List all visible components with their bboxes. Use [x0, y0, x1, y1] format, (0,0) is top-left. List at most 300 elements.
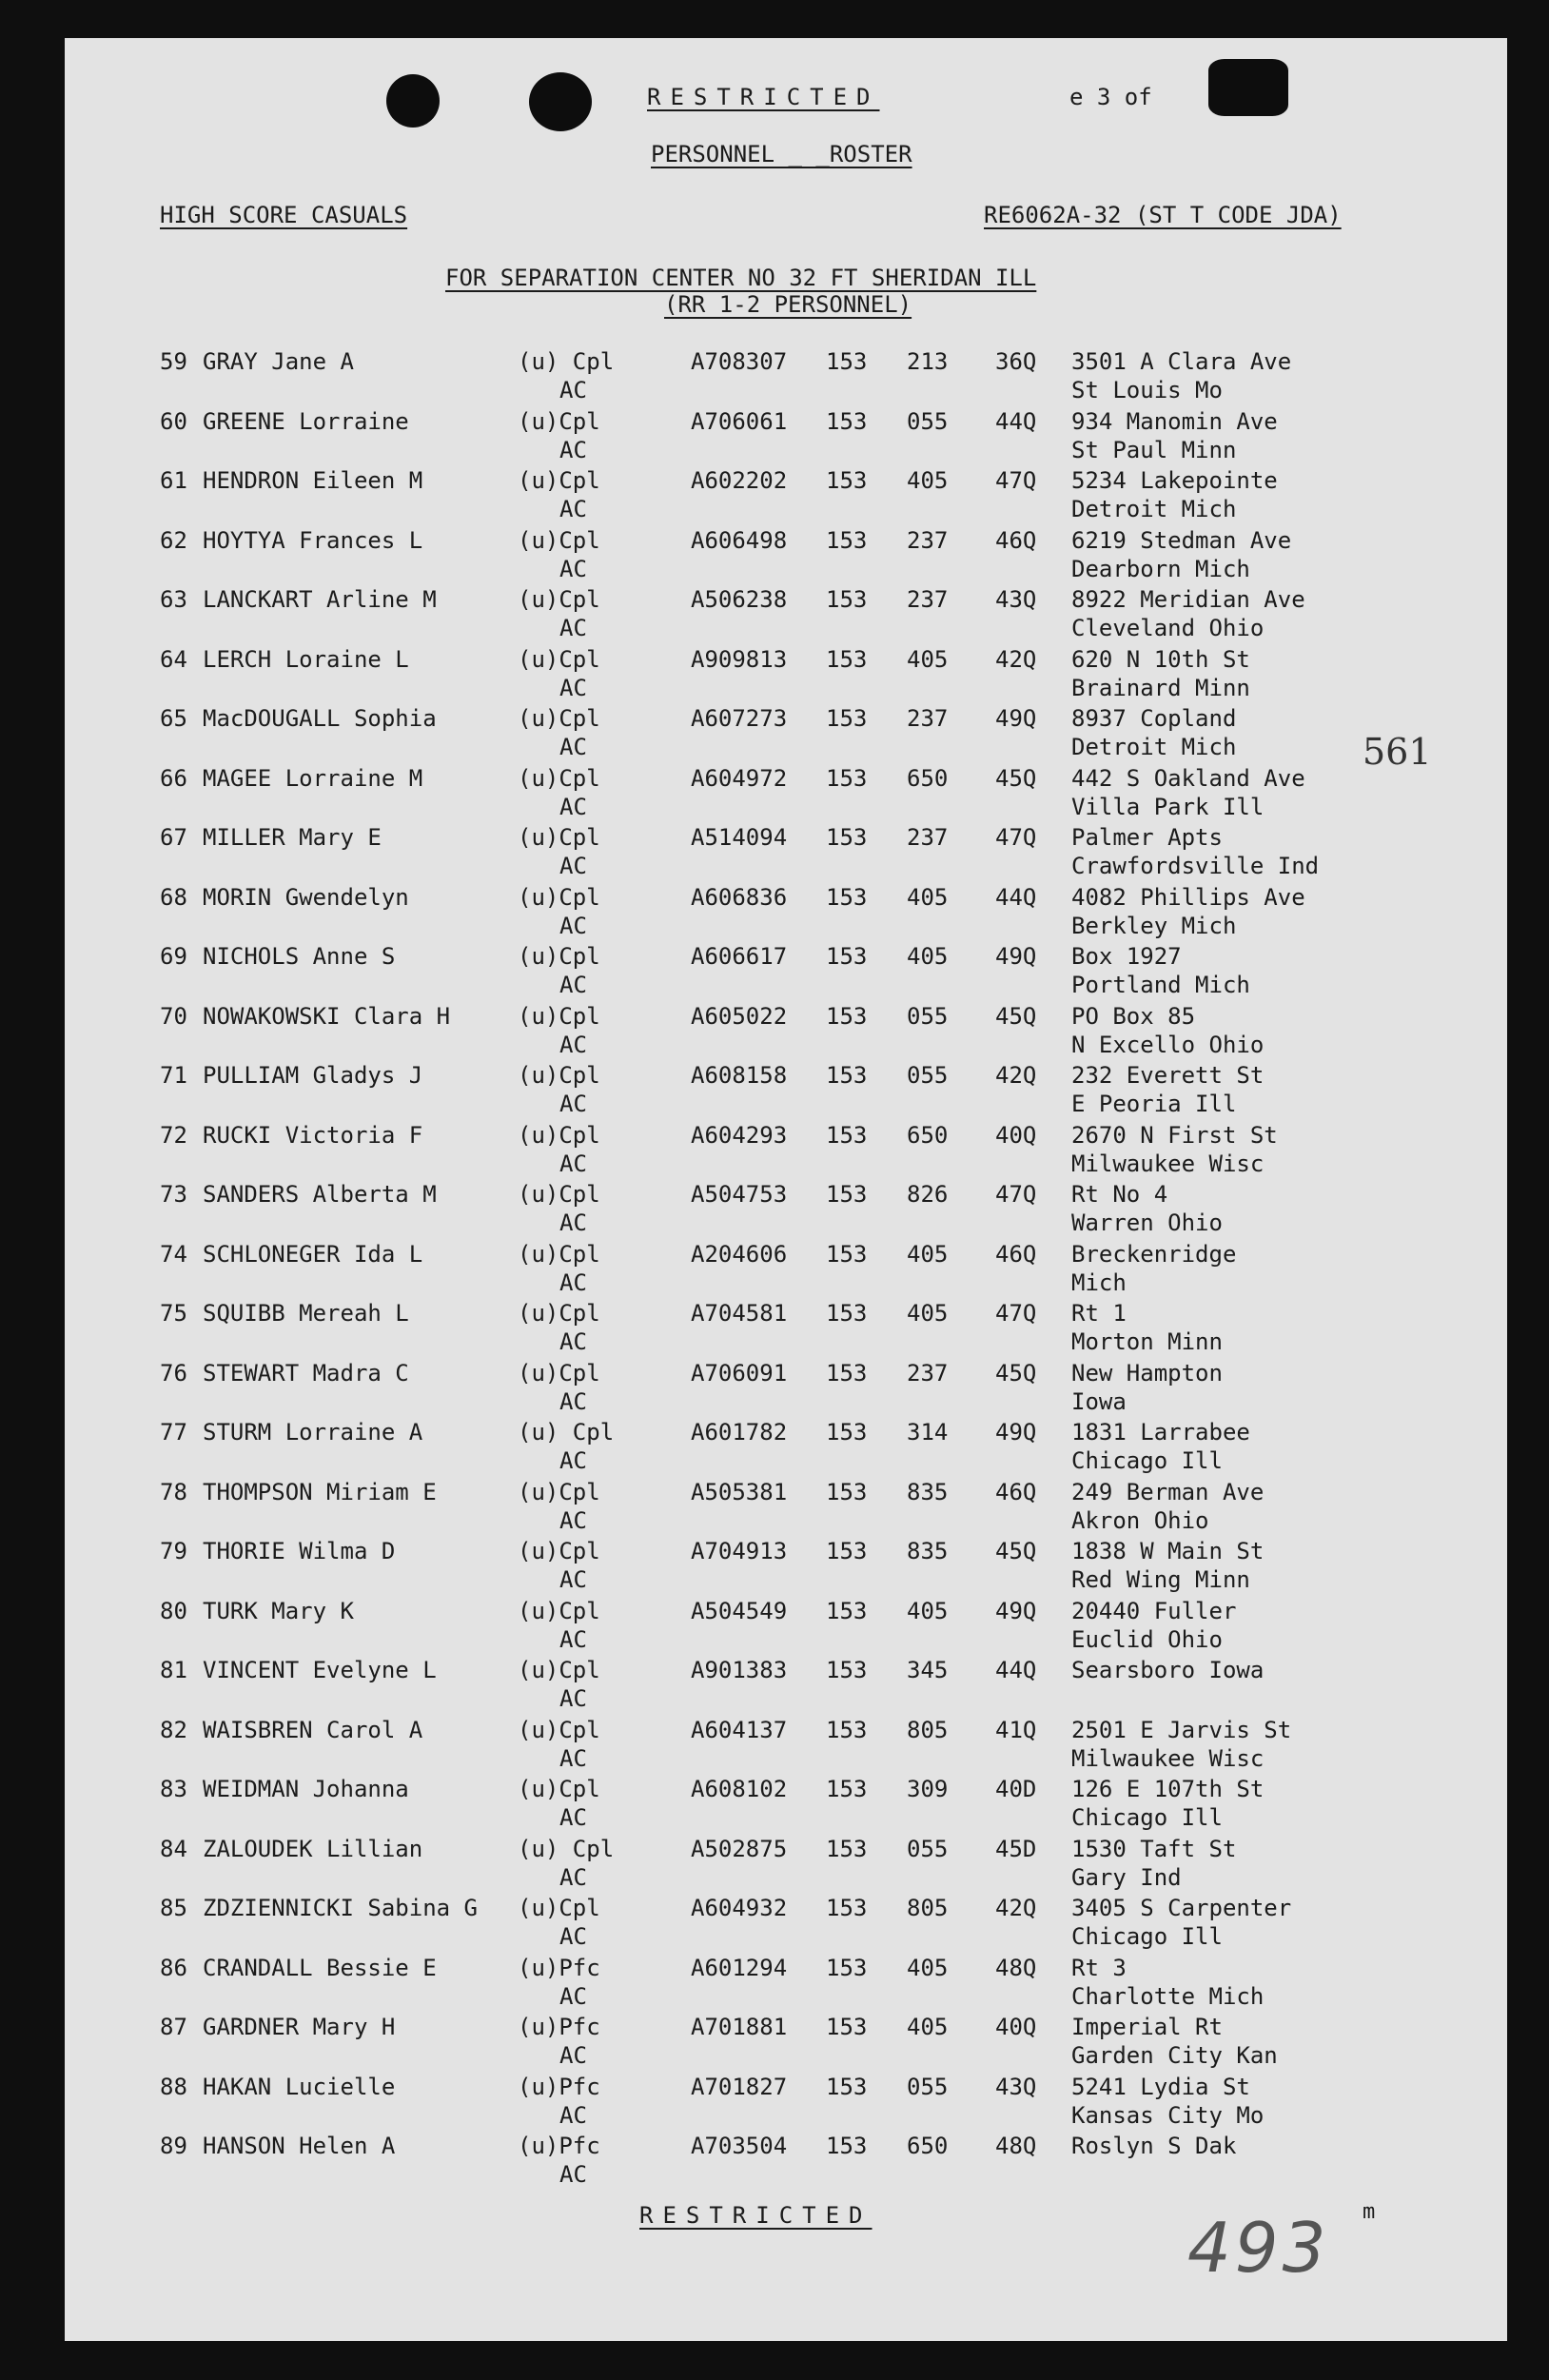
code-b: 213 — [907, 348, 949, 375]
row-number: 70 — [160, 1002, 187, 1030]
score: 45D — [995, 1835, 1037, 1862]
grade: (u)Cpl — [518, 645, 600, 673]
code-b: 405 — [907, 883, 949, 911]
table-row — [65, 1955, 1507, 2014]
address-line-2: Portland Mich — [1071, 972, 1250, 998]
address-line-2: Crawfordsville Ind — [1071, 853, 1320, 879]
serial-number: A706061 — [691, 407, 788, 435]
name: WEIDMAN Johanna — [203, 1776, 409, 1802]
score: 47Q — [995, 1181, 1037, 1208]
score: 46Q — [995, 1240, 1037, 1268]
grade: (u)Cpl — [518, 1121, 600, 1149]
code-b: 835 — [907, 1478, 949, 1505]
name: MacDOUGALL Sophia — [203, 705, 437, 732]
code-a: 153 — [826, 645, 868, 673]
name: SQUIBB Mereah L — [203, 1300, 409, 1327]
address-line-1: Roslyn S Dak — [1071, 2133, 1237, 2159]
grade: (u)Cpl — [518, 764, 600, 792]
code-b: 237 — [907, 1359, 949, 1387]
address-line-1: Searsboro Iowa — [1071, 1657, 1265, 1683]
score: 46Q — [995, 526, 1037, 554]
branch: AC — [559, 1804, 587, 1831]
score: 45Q — [995, 1538, 1037, 1564]
score: 45Q — [995, 764, 1037, 792]
branch: AC — [559, 734, 587, 760]
row-number: 65 — [160, 705, 187, 732]
grade: (u)Cpl — [518, 883, 600, 911]
branch: AC — [559, 1091, 587, 1117]
name: MORIN Gwendelyn — [203, 883, 409, 911]
grade: (u)Cpl — [518, 1300, 600, 1327]
table-row — [65, 1836, 1507, 1895]
row-number: 69 — [160, 943, 187, 970]
code-b: 055 — [907, 1835, 949, 1862]
row-number: 78 — [160, 1478, 187, 1505]
table-row — [65, 824, 1507, 883]
code-a: 153 — [826, 407, 868, 435]
address-line-1: 249 Berman Ave — [1071, 1478, 1265, 1505]
grade: (u)Pfc — [518, 2014, 600, 2040]
serial-number: A604932 — [691, 1895, 788, 1921]
branch: AC — [559, 1744, 587, 1772]
serial-number: A604972 — [691, 764, 788, 792]
address-line-2: Detroit Mich — [1071, 496, 1237, 522]
serial-number: A901383 — [691, 1657, 788, 1683]
serial-number: A505381 — [691, 1478, 788, 1505]
table-row — [65, 1776, 1507, 1835]
table-row — [65, 1598, 1507, 1657]
personnel-category: (RR 1-2 PERSONNEL) — [664, 291, 912, 318]
table-row — [65, 1895, 1507, 1954]
row-number: 84 — [160, 1835, 187, 1862]
row-number: 86 — [160, 1954, 187, 1981]
address-line-2: Berkley Mich — [1071, 912, 1237, 939]
code-a: 153 — [826, 943, 868, 970]
branch: AC — [559, 1566, 587, 1593]
serial-number: A606498 — [691, 526, 788, 554]
code-a: 153 — [826, 1419, 868, 1446]
score: 40D — [995, 1776, 1037, 1802]
code-b: 405 — [907, 1597, 949, 1624]
table-row — [65, 1241, 1507, 1300]
grade: (u) Cpl — [518, 1835, 615, 1862]
code-b: 805 — [907, 1895, 949, 1921]
branch: AC — [559, 555, 587, 582]
address-line-2: Euclid Ohio — [1071, 1625, 1223, 1653]
name: ZALOUDEK Lillian — [203, 1835, 423, 1862]
branch: AC — [559, 1863, 587, 1891]
table-row — [65, 1181, 1507, 1240]
row-number: 83 — [160, 1776, 187, 1802]
code-b: 805 — [907, 1716, 949, 1743]
serial-number: A506238 — [691, 586, 788, 613]
code-a: 153 — [826, 824, 868, 851]
code-b: 835 — [907, 1538, 949, 1564]
code-a: 153 — [826, 1121, 868, 1149]
address-line-2: St Louis Mo — [1071, 377, 1223, 403]
address-line-2: Morton Minn — [1071, 1328, 1223, 1355]
grade: (u)Pfc — [518, 2073, 600, 2100]
branch: AC — [559, 1150, 587, 1177]
score: 44Q — [995, 1657, 1037, 1683]
row-number: 76 — [160, 1359, 187, 1387]
score: 44Q — [995, 407, 1037, 435]
code-a: 153 — [826, 1240, 868, 1268]
branch: AC — [559, 912, 587, 939]
name: HENDRON Eileen M — [203, 467, 423, 494]
serial-number: A704913 — [691, 1538, 788, 1564]
score: 49Q — [995, 1597, 1037, 1624]
address-line-1: 934 Manomin Ave — [1071, 407, 1278, 435]
address-line-2: Detroit Mich — [1071, 734, 1237, 760]
address-line-2: Kansas City Mo — [1071, 2101, 1265, 2129]
restricted-top: RESTRICTED — [647, 84, 880, 110]
code-a: 153 — [826, 1597, 868, 1624]
corner-mark: m — [1363, 2200, 1376, 2224]
serial-number: A607273 — [691, 705, 788, 732]
table-row — [65, 1360, 1507, 1419]
serial-number: A608158 — [691, 1062, 788, 1089]
grade: (u)Cpl — [518, 467, 600, 494]
address-line-1: 5234 Lakepointe — [1071, 467, 1278, 494]
address-line-2: Mich — [1071, 1269, 1127, 1296]
code-b: 055 — [907, 2073, 949, 2100]
row-number: 80 — [160, 1597, 187, 1624]
branch: AC — [559, 1387, 587, 1415]
code-a: 153 — [826, 1835, 868, 1862]
serial-number: A701881 — [691, 2014, 788, 2040]
name: HANSON Helen A — [203, 2133, 396, 2159]
separation-center: FOR SEPARATION CENTER NO 32 FT SHERIDAN ILL — [445, 265, 1037, 291]
row-number: 60 — [160, 407, 187, 435]
ink-blot-left — [386, 74, 440, 128]
address-line-1: PO Box 85 — [1071, 1002, 1196, 1030]
score: 42Q — [995, 1895, 1037, 1921]
row-number: 71 — [160, 1062, 187, 1089]
code-a: 153 — [826, 586, 868, 613]
branch: AC — [559, 674, 587, 701]
code-a: 153 — [826, 348, 868, 375]
row-number: 72 — [160, 1121, 187, 1149]
address-line-1: 620 N 10th St — [1071, 645, 1250, 673]
code-a: 153 — [826, 2014, 868, 2040]
code-b: 405 — [907, 467, 949, 494]
grade: (u)Cpl — [518, 1716, 600, 1743]
table-row — [65, 1717, 1507, 1776]
address-line-2: Brainard Minn — [1071, 674, 1250, 701]
grade: (u)Cpl — [518, 1657, 600, 1683]
code-b: 237 — [907, 526, 949, 554]
address-line-2: Cleveland Ohio — [1071, 615, 1265, 641]
serial-number: A605022 — [691, 1002, 788, 1030]
code-b: 314 — [907, 1419, 949, 1446]
code-b: 237 — [907, 586, 949, 613]
code-b: 309 — [907, 1776, 949, 1802]
row-number: 85 — [160, 1895, 187, 1921]
grade: (u)Cpl — [518, 586, 600, 613]
serial-number: A504753 — [691, 1181, 788, 1208]
code-a: 153 — [826, 2133, 868, 2159]
table-row — [65, 408, 1507, 467]
name: VINCENT Evelyne L — [203, 1657, 437, 1683]
code-b: 405 — [907, 1954, 949, 1981]
serial-number: A706091 — [691, 1359, 788, 1387]
table-row — [65, 1538, 1507, 1597]
code-b: 345 — [907, 1657, 949, 1683]
branch: AC — [559, 2101, 587, 2129]
grade: (u)Cpl — [518, 1538, 600, 1564]
address-line-1: 4082 Phillips Ave — [1071, 883, 1305, 911]
code-a: 153 — [826, 1359, 868, 1387]
grade: (u)Cpl — [518, 407, 600, 435]
branch: AC — [559, 972, 587, 998]
table-row — [65, 646, 1507, 705]
branch: AC — [559, 2161, 587, 2188]
branch: AC — [559, 1923, 587, 1950]
address-line-2: Warren Ohio — [1071, 1210, 1223, 1236]
score: 47Q — [995, 467, 1037, 494]
serial-number: A703504 — [691, 2133, 788, 2159]
serial-number: A601294 — [691, 1954, 788, 1981]
code-a: 153 — [826, 705, 868, 732]
score: 47Q — [995, 1300, 1037, 1327]
name: PULLIAM Gladys J — [203, 1062, 423, 1089]
score: 47Q — [995, 824, 1037, 851]
serial-number: A604293 — [691, 1121, 788, 1149]
grade: (u)Cpl — [518, 1359, 600, 1387]
name: NICHOLS Anne S — [203, 943, 396, 970]
grade: (u)Cpl — [518, 943, 600, 970]
restricted-bottom: RESTRICTED — [639, 2202, 873, 2229]
table-row — [65, 1003, 1507, 1062]
ink-blot-center — [529, 72, 592, 131]
table-row — [65, 1657, 1507, 1716]
table-row — [65, 1122, 1507, 1181]
code-a: 153 — [826, 1538, 868, 1564]
address-line-1: 3405 S Carpenter — [1071, 1895, 1292, 1921]
address-line-1: 1838 W Main St — [1071, 1538, 1265, 1564]
name: SCHLONEGER Ida L — [203, 1240, 423, 1268]
grade: (u) Cpl — [518, 1419, 615, 1446]
name: THORIE Wilma D — [203, 1538, 396, 1564]
row-number: 75 — [160, 1300, 187, 1327]
address-line-1: 20440 Fuller — [1071, 1597, 1237, 1624]
grade: (u)Cpl — [518, 1181, 600, 1208]
score: 43Q — [995, 586, 1037, 613]
code-b: 405 — [907, 943, 949, 970]
row-number: 59 — [160, 348, 187, 375]
name: TURK Mary K — [203, 1597, 354, 1624]
name: ZDZIENNICKI Sabina G — [203, 1895, 478, 1921]
address-line-2: Garden City Kan — [1071, 2042, 1278, 2069]
table-row — [65, 1419, 1507, 1478]
serial-number: A909813 — [691, 645, 788, 673]
table-row — [65, 467, 1507, 526]
score: 49Q — [995, 1419, 1037, 1446]
grade: (u)Cpl — [518, 1597, 600, 1624]
code-a: 153 — [826, 1716, 868, 1743]
roster-title: PERSONNEL _ _ROSTER — [651, 141, 912, 167]
grade: (u)Cpl — [518, 824, 600, 851]
address-line-1: 1831 Larrabee — [1071, 1419, 1250, 1446]
grade: (u)Pfc — [518, 2133, 600, 2159]
branch: AC — [559, 1269, 587, 1296]
address-line-1: New Hampton — [1071, 1359, 1223, 1387]
code-b: 055 — [907, 1062, 949, 1089]
address-line-2: Chicago Ill — [1071, 1447, 1223, 1474]
name: STURM Lorraine A — [203, 1419, 423, 1446]
serial-number: A604137 — [691, 1716, 788, 1743]
row-number: 66 — [160, 764, 187, 792]
name: NOWAKOWSKI Clara H — [203, 1002, 451, 1030]
address-line-1: Rt No 4 — [1071, 1181, 1168, 1208]
branch: AC — [559, 1328, 587, 1355]
row-number: 79 — [160, 1538, 187, 1564]
address-line-2: St Paul Minn — [1071, 436, 1237, 463]
address-line-1: Palmer Apts — [1071, 824, 1223, 851]
address-line-1: 126 E 107th St — [1071, 1776, 1265, 1802]
table-row — [65, 1300, 1507, 1359]
table-row — [65, 1479, 1507, 1538]
score: 40Q — [995, 1121, 1037, 1149]
branch: AC — [559, 853, 587, 879]
branch: AC — [559, 1982, 587, 2010]
address-line-2: E Peoria Ill — [1071, 1091, 1237, 1117]
address-line-2: Iowa — [1071, 1387, 1127, 1415]
score: 40Q — [995, 2014, 1037, 2040]
table-row — [65, 2133, 1507, 2192]
table-row — [65, 586, 1507, 645]
serial-number: A708307 — [691, 348, 788, 375]
code-a: 153 — [826, 883, 868, 911]
table-row — [65, 2014, 1507, 2073]
row-number: 87 — [160, 2014, 187, 2040]
address-line-2: N Excello Ohio — [1071, 1031, 1265, 1058]
branch: AC — [559, 1625, 587, 1653]
name: LERCH Loraine L — [203, 645, 409, 673]
roster-reference: RE6062A-32 (ST T CODE JDA) — [984, 202, 1342, 228]
ink-blot-right — [1208, 59, 1288, 116]
branch: AC — [559, 793, 587, 820]
branch: AC — [559, 1210, 587, 1236]
score: 48Q — [995, 1954, 1037, 1981]
grade: (u)Cpl — [518, 705, 600, 732]
name: HAKAN Lucielle — [203, 2073, 396, 2100]
code-a: 153 — [826, 2073, 868, 2100]
address-line-2: Dearborn Mich — [1071, 555, 1250, 582]
row-number: 64 — [160, 645, 187, 673]
table-row — [65, 943, 1507, 1002]
address-line-2: Akron Ohio — [1071, 1506, 1209, 1534]
code-b: 405 — [907, 1300, 949, 1327]
row-number: 82 — [160, 1716, 187, 1743]
table-row — [65, 1062, 1507, 1121]
code-b: 237 — [907, 824, 949, 851]
address-line-2: Milwaukee Wisc — [1071, 1744, 1265, 1772]
code-b: 650 — [907, 1121, 949, 1149]
code-b: 650 — [907, 764, 949, 792]
branch: AC — [559, 1447, 587, 1474]
score: 43Q — [995, 2073, 1037, 2100]
serial-number: A204606 — [691, 1240, 788, 1268]
code-a: 153 — [826, 1002, 868, 1030]
address-line-2: Gary Ind — [1071, 1863, 1182, 1891]
address-line-2: Milwaukee Wisc — [1071, 1150, 1265, 1177]
grade: (u)Cpl — [518, 1478, 600, 1505]
code-a: 153 — [826, 1954, 868, 1981]
grade: (u)Cpl — [518, 1240, 600, 1268]
code-b: 237 — [907, 705, 949, 732]
code-a: 153 — [826, 1776, 868, 1802]
address-line-2: Red Wing Minn — [1071, 1566, 1250, 1593]
address-line-2: Villa Park Ill — [1071, 793, 1265, 820]
address-line-2: Chicago Ill — [1071, 1804, 1223, 1831]
address-line-1: 6219 Stedman Ave — [1071, 526, 1292, 554]
address-line-1: 3501 A Clara Ave — [1071, 348, 1292, 375]
grade: (u)Cpl — [518, 526, 600, 554]
address-line-1: Rt 1 — [1071, 1300, 1127, 1327]
branch: AC — [559, 496, 587, 522]
score: 48Q — [995, 2133, 1037, 2159]
address-line-2: Charlotte Mich — [1071, 1982, 1265, 2010]
code-b: 405 — [907, 1240, 949, 1268]
serial-number: A701827 — [691, 2073, 788, 2100]
name: GRAY Jane A — [203, 348, 354, 375]
score: 46Q — [995, 1478, 1037, 1505]
code-a: 153 — [826, 1478, 868, 1505]
code-b: 650 — [907, 2133, 949, 2159]
code-a: 153 — [826, 1300, 868, 1327]
serial-number: A606617 — [691, 943, 788, 970]
row-number: 88 — [160, 2073, 187, 2100]
name: MAGEE Lorraine M — [203, 764, 423, 792]
row-number: 62 — [160, 526, 187, 554]
name: RUCKI Victoria F — [203, 1121, 423, 1149]
serial-number: A606836 — [691, 883, 788, 911]
code-b: 055 — [907, 407, 949, 435]
serial-number: A602202 — [691, 467, 788, 494]
serial-number: A601782 — [691, 1419, 788, 1446]
name: MILLER Mary E — [203, 824, 382, 851]
name: LANCKART Arline M — [203, 586, 437, 613]
serial-number: A504549 — [691, 1597, 788, 1624]
address-line-1: Rt 3 — [1071, 1954, 1127, 1981]
code-b: 055 — [907, 1002, 949, 1030]
name: WAISBREN Carol A — [203, 1716, 423, 1743]
address-line-1: 8922 Meridian Ave — [1071, 586, 1305, 613]
score: 42Q — [995, 645, 1037, 673]
row-number: 74 — [160, 1240, 187, 1268]
roster-group: HIGH SCORE CASUALS — [160, 202, 408, 228]
score: 36Q — [995, 348, 1037, 375]
name: SANDERS Alberta M — [203, 1181, 437, 1208]
serial-number: A514094 — [691, 824, 788, 851]
side-page-number: 561 — [1363, 731, 1432, 773]
name: GARDNER Mary H — [203, 2014, 396, 2040]
grade: (u)Cpl — [518, 1895, 600, 1921]
branch: AC — [559, 436, 587, 463]
code-b: 826 — [907, 1181, 949, 1208]
code-a: 153 — [826, 1657, 868, 1683]
table-row — [65, 348, 1507, 407]
name: STEWART Madra C — [203, 1359, 409, 1387]
score: 45Q — [995, 1359, 1037, 1387]
table-row — [65, 884, 1507, 943]
score: 44Q — [995, 883, 1037, 911]
row-number: 63 — [160, 586, 187, 613]
table-row — [65, 2074, 1507, 2133]
address-line-1: 442 S Oakland Ave — [1071, 764, 1305, 792]
